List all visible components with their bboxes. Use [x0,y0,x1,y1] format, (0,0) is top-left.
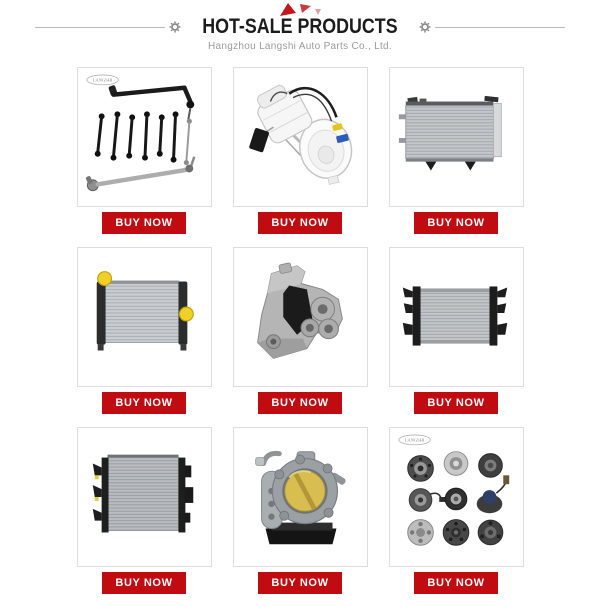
buy-now-button[interactable]: BUY NOW [258,392,342,414]
product-card [77,247,212,414]
buy-now-button[interactable]: BUY NOW [414,212,498,234]
buy-now-button[interactable]: BUY NOW [102,212,186,234]
product-image-wheel-hub-bearing-set[interactable] [389,427,524,567]
product-image-throttle-body[interactable] [233,427,368,567]
divider-line-right [435,27,565,28]
radiator-black-brackets-photo [390,248,523,386]
product-card [233,247,368,414]
product-image-ac-condenser[interactable] [389,67,524,207]
gear-icon-right [419,21,431,33]
buy-now-button[interactable]: BUY NOW [102,392,186,414]
ac-condenser-photo [390,68,523,206]
buy-now-button[interactable]: BUY NOW [102,572,186,594]
product-card [77,67,212,234]
divider-line-left [35,27,165,28]
product-image-engine-mount[interactable] [233,247,368,387]
stabilizer-link-kit-photo [78,68,211,206]
watermark-text: LANGSHI [404,437,425,443]
product-card [77,427,212,594]
product-card [233,427,368,594]
product-card [389,427,524,594]
product-image-radiator-square[interactable] [77,427,212,567]
buy-now-button[interactable]: BUY NOW [414,572,498,594]
gear-icon-left [169,21,181,33]
buy-now-button[interactable]: BUY NOW [414,392,498,414]
page-title: HOT-SALE PRODUCTS [202,15,398,38]
product-card [389,247,524,414]
header [0,0,600,52]
product-image-radiator-yellow-caps[interactable] [77,247,212,387]
wheel-hub-bearing-set-photo [390,428,523,566]
product-grid [0,67,600,607]
buy-now-button[interactable]: BUY NOW [258,212,342,234]
radiator-square-photo [78,428,211,566]
watermark-text: LANGSHI [92,77,113,83]
buy-now-button[interactable]: BUY NOW [258,572,342,594]
fuel-pump-module-photo [234,68,367,206]
product-image-stabilizer-link-kit[interactable] [77,67,212,207]
product-image-radiator-black-brackets[interactable] [389,247,524,387]
product-image-fuel-pump-module[interactable] [233,67,368,207]
product-card [389,67,524,234]
engine-mount-photo [234,248,367,386]
product-card [233,67,368,234]
throttle-body-photo [234,428,367,566]
radiator-yellow-caps-photo [78,248,211,386]
company-name: Hangzhou Langshi Auto Parts Co., Ltd. [208,41,392,52]
title-row [0,15,600,39]
